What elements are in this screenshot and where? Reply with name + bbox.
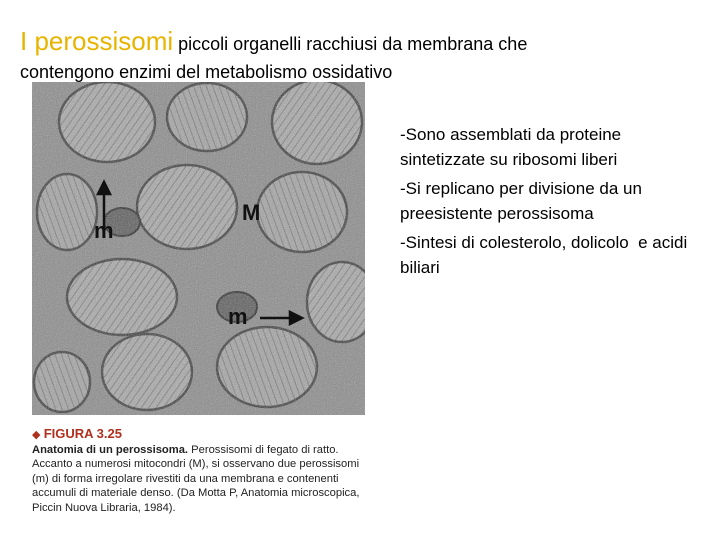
bullet-item: -Si replicano per divisione da un preesistente perossisoma	[400, 179, 642, 223]
bullet-item: -Sono assemblati da proteine sintetizzate su ribosomi liberi	[400, 125, 622, 169]
title-text: piccoli organelli racchiusi da membrana che	[173, 34, 528, 54]
caption-text: Perossisomi di fegato di ratto. Accanto a numerosi mitocondri (M), si osservano due perossisomi (m) di forma irregolare rivestiti da una membrana e contenenti accumuli di materiale denso. (Da Motta P, Anatomia microscopica, Piccin Nuova Libraria, 1984).	[32, 443, 360, 514]
bullet-list	[400, 122, 705, 284]
caption-figure-number: FIGURA 3.25	[43, 426, 122, 441]
diamond-bullet-icon: ◆	[32, 429, 41, 441]
caption-body	[32, 443, 366, 516]
label-peroxisome-1: m	[94, 218, 114, 243]
slide-title	[20, 26, 527, 61]
bullet-item: -Sintesi di colesterolo, dolicolo e acidi biliari	[400, 233, 688, 277]
caption-label: Anatomia di un perossisoma.	[32, 443, 189, 456]
label-peroxisome-2: m	[228, 304, 248, 329]
title-keyword: I perossisomi	[20, 26, 174, 56]
title-subtext: contengono enzimi del metabolismo ossidativo	[20, 62, 393, 82]
caption-heading	[32, 426, 366, 443]
figure-caption	[32, 426, 366, 516]
micrograph-image	[32, 82, 365, 415]
label-mitochondrion: M	[242, 200, 261, 225]
micrograph-drawing	[32, 82, 365, 415]
